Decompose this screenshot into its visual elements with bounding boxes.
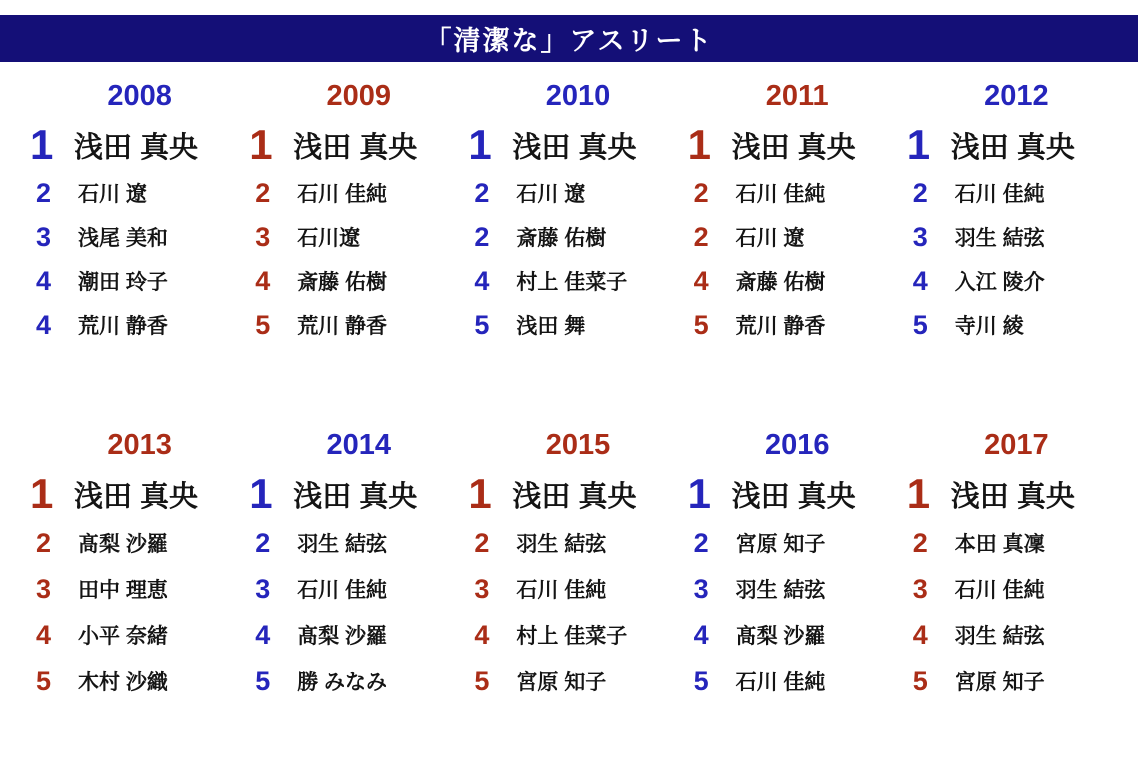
ranking-row xyxy=(688,566,907,612)
rankings-grid xyxy=(0,82,1138,704)
rank-number: 5 xyxy=(912,665,928,696)
ranking-row xyxy=(468,303,687,347)
ranking-row xyxy=(249,171,468,215)
rank-number: 1 xyxy=(906,121,931,168)
ranking-row xyxy=(468,215,687,259)
ranking-row xyxy=(907,259,1126,303)
athlete-name: 石川 遼 xyxy=(735,227,805,250)
athlete-name: 石川 佳純 xyxy=(954,579,1045,602)
rank-number: 1 xyxy=(687,121,711,168)
rank-number: 3 xyxy=(912,573,928,604)
rank-number: 5 xyxy=(474,665,490,696)
rank-number: 2 xyxy=(36,177,52,208)
ranking-row xyxy=(468,171,687,215)
athlete-name: 宮原 知子 xyxy=(735,533,826,556)
athlete-name: 石川 佳純 xyxy=(954,183,1045,206)
year-heading: 2016 xyxy=(764,429,830,461)
athlete-name: 木村 沙織 xyxy=(78,671,168,694)
year-column-2013 xyxy=(30,431,249,704)
rank-number: 5 xyxy=(693,665,709,696)
athlete-name: 浅田 真央 xyxy=(512,480,637,513)
ranking-row xyxy=(249,215,468,259)
ranking-row xyxy=(907,612,1126,658)
ranking-row xyxy=(249,566,468,612)
athlete-name: 石川 遼 xyxy=(516,183,586,206)
ranking-row xyxy=(249,303,468,347)
ranking-row xyxy=(249,658,468,704)
rank-number: 1 xyxy=(30,121,54,168)
year-heading: 2015 xyxy=(545,429,611,461)
rank-number: 2 xyxy=(912,177,928,208)
ranking-row xyxy=(907,520,1126,566)
athlete-name: 入江 陵介 xyxy=(954,271,1045,294)
rank-number: 2 xyxy=(693,527,709,558)
ranking-row xyxy=(468,259,687,303)
athlete-name: 羽生 結弦 xyxy=(954,625,1045,648)
athlete-name: 髙梨 沙羅 xyxy=(78,533,168,556)
ranking-row xyxy=(688,468,907,520)
ranking-row xyxy=(688,303,907,347)
ranking-row xyxy=(907,468,1126,520)
athlete-name: 村上 佳菜子 xyxy=(516,625,628,648)
year-heading: 2013 xyxy=(107,429,172,461)
year-column-2008 xyxy=(30,82,249,347)
athlete-name: 斎藤 佑樹 xyxy=(516,227,607,250)
rank-number: 1 xyxy=(906,470,931,517)
year-heading: 2009 xyxy=(326,80,392,112)
athlete-name: 小平 奈緒 xyxy=(78,625,168,648)
ranking-row xyxy=(30,658,249,704)
athlete-name: 石川 佳純 xyxy=(297,183,388,206)
rank-number: 4 xyxy=(912,265,928,296)
athlete-name: 石川 佳純 xyxy=(516,579,607,602)
athlete-name: 浅田 真央 xyxy=(731,480,856,513)
ranking-row xyxy=(249,119,468,171)
ranking-row xyxy=(249,259,468,303)
rank-number: 5 xyxy=(36,665,52,696)
ranking-row xyxy=(688,215,907,259)
ranking-row xyxy=(30,119,249,171)
ranking-row xyxy=(688,520,907,566)
rank-number: 4 xyxy=(474,619,490,650)
rank-number: 5 xyxy=(255,309,271,340)
year-heading: 2010 xyxy=(545,80,611,112)
rank-number: 2 xyxy=(255,527,271,558)
athlete-name: 村上 佳菜子 xyxy=(516,271,628,294)
year-column-2012 xyxy=(907,82,1126,347)
ranking-row xyxy=(30,215,249,259)
rank-number: 3 xyxy=(693,573,709,604)
rank-number: 2 xyxy=(474,177,490,208)
athlete-name: 斎藤 佑樹 xyxy=(297,271,388,294)
ranking-row xyxy=(468,520,687,566)
ranking-row xyxy=(907,215,1126,259)
year-heading: 2012 xyxy=(984,80,1049,112)
athlete-name: 浅田 真央 xyxy=(74,131,199,164)
rank-number: 4 xyxy=(36,265,52,296)
year-column-2010 xyxy=(468,82,687,347)
athlete-name: 勝 みなみ xyxy=(297,671,388,694)
rank-number: 5 xyxy=(255,665,271,696)
rank-number: 4 xyxy=(474,265,490,296)
athlete-name: 田中 理恵 xyxy=(78,579,168,602)
athlete-name: 浅田 真央 xyxy=(512,131,637,164)
rank-number: 3 xyxy=(36,573,52,604)
athlete-name: 浅田 真央 xyxy=(293,131,418,164)
ranking-row xyxy=(907,303,1126,347)
ranking-row xyxy=(468,566,687,612)
athlete-name: 荒川 静香 xyxy=(735,315,826,338)
athlete-name: 石川 佳純 xyxy=(735,183,826,206)
rank-number: 1 xyxy=(687,470,711,517)
rank-number: 4 xyxy=(693,619,709,650)
year-column-2011 xyxy=(688,82,907,347)
rank-number: 2 xyxy=(36,527,52,558)
athlete-name: 浅田 真央 xyxy=(731,131,856,164)
ranking-row xyxy=(249,612,468,658)
rank-number: 5 xyxy=(912,309,928,340)
ranking-row xyxy=(907,566,1126,612)
rankings-row-2008-2012 xyxy=(0,82,1138,347)
ranking-row xyxy=(688,119,907,171)
year-column-2009 xyxy=(249,82,468,347)
ranking-row xyxy=(907,658,1126,704)
rank-number: 5 xyxy=(474,309,490,340)
ranking-row xyxy=(30,259,249,303)
rank-number: 4 xyxy=(36,309,52,340)
ranking-row xyxy=(30,520,249,566)
athlete-name: 石川 佳純 xyxy=(735,671,826,694)
athlete-name: 荒川 静香 xyxy=(78,315,168,338)
ranking-row xyxy=(688,259,907,303)
rank-number: 3 xyxy=(255,221,271,252)
year-column-2017 xyxy=(907,431,1126,704)
rank-number: 2 xyxy=(693,221,709,252)
rank-number: 3 xyxy=(912,221,928,252)
athlete-name: 宮原 知子 xyxy=(954,671,1045,694)
rank-number: 4 xyxy=(36,619,52,650)
rank-number: 1 xyxy=(468,121,492,168)
athlete-name: 宮原 知子 xyxy=(516,671,607,694)
rank-number: 1 xyxy=(30,470,54,517)
rank-number: 3 xyxy=(474,573,490,604)
rank-number: 4 xyxy=(255,619,271,650)
athlete-name: 潮田 玲子 xyxy=(78,271,168,294)
year-heading: 2011 xyxy=(765,80,829,112)
year-column-2014 xyxy=(249,431,468,704)
title-banner xyxy=(0,15,1138,62)
ranking-row xyxy=(30,566,249,612)
page-title: 「清潔な」アスリート xyxy=(424,26,714,56)
ranking-row xyxy=(688,612,907,658)
ranking-row xyxy=(907,119,1126,171)
ranking-row xyxy=(468,119,687,171)
ranking-row xyxy=(688,171,907,215)
athlete-name: 本田 真凜 xyxy=(954,533,1045,556)
rank-number: 4 xyxy=(912,619,928,650)
ranking-row xyxy=(249,520,468,566)
ranking-row xyxy=(249,468,468,520)
athlete-name: 浅田 真央 xyxy=(293,480,418,513)
rank-number: 2 xyxy=(912,527,928,558)
rank-number: 1 xyxy=(249,121,273,168)
ranking-row xyxy=(30,468,249,520)
ranking-row xyxy=(30,303,249,347)
athlete-name: 浅田 真央 xyxy=(950,131,1075,164)
rank-number: 2 xyxy=(474,527,490,558)
athlete-name: 髙梨 沙羅 xyxy=(297,625,388,648)
rank-number: 5 xyxy=(693,309,709,340)
athlete-name: 石川 遼 xyxy=(78,183,147,206)
ranking-row xyxy=(30,612,249,658)
year-heading: 2014 xyxy=(326,429,392,461)
rank-number: 4 xyxy=(255,265,271,296)
ranking-row xyxy=(468,658,687,704)
athlete-name: 石川遼 xyxy=(297,227,361,250)
athlete-name: 浅尾 美和 xyxy=(78,227,168,250)
rank-number: 2 xyxy=(474,221,490,252)
year-column-2015 xyxy=(468,431,687,704)
athlete-name: 浅田 真央 xyxy=(950,480,1075,513)
ranking-row xyxy=(30,171,249,215)
athlete-name: 浅田 真央 xyxy=(74,480,199,513)
athlete-name: 羽生 結弦 xyxy=(297,533,388,556)
athlete-name: 寺川 綾 xyxy=(954,315,1024,338)
athlete-name: 羽生 結弦 xyxy=(954,227,1045,250)
athlete-name: 斎藤 佑樹 xyxy=(735,271,826,294)
rank-number: 1 xyxy=(468,470,492,517)
athlete-name: 石川 佳純 xyxy=(297,579,388,602)
year-heading: 2017 xyxy=(984,429,1049,461)
year-column-2016 xyxy=(688,431,907,704)
athlete-name: 羽生 結弦 xyxy=(735,579,826,602)
rank-number: 2 xyxy=(255,177,271,208)
rankings-row-2013-2017 xyxy=(0,431,1138,704)
rank-number: 2 xyxy=(693,177,709,208)
rank-number: 3 xyxy=(255,573,271,604)
year-heading: 2008 xyxy=(107,80,172,112)
ranking-row xyxy=(688,658,907,704)
athlete-name: 羽生 結弦 xyxy=(516,533,607,556)
athlete-name: 浅田 舞 xyxy=(516,315,586,338)
ranking-row xyxy=(468,612,687,658)
athlete-name: 髙梨 沙羅 xyxy=(735,625,826,648)
athlete-name: 荒川 静香 xyxy=(297,315,388,338)
rank-number: 3 xyxy=(36,221,52,252)
rank-number: 4 xyxy=(693,265,709,296)
ranking-row xyxy=(907,171,1126,215)
ranking-row xyxy=(468,468,687,520)
rank-number: 1 xyxy=(249,470,273,517)
